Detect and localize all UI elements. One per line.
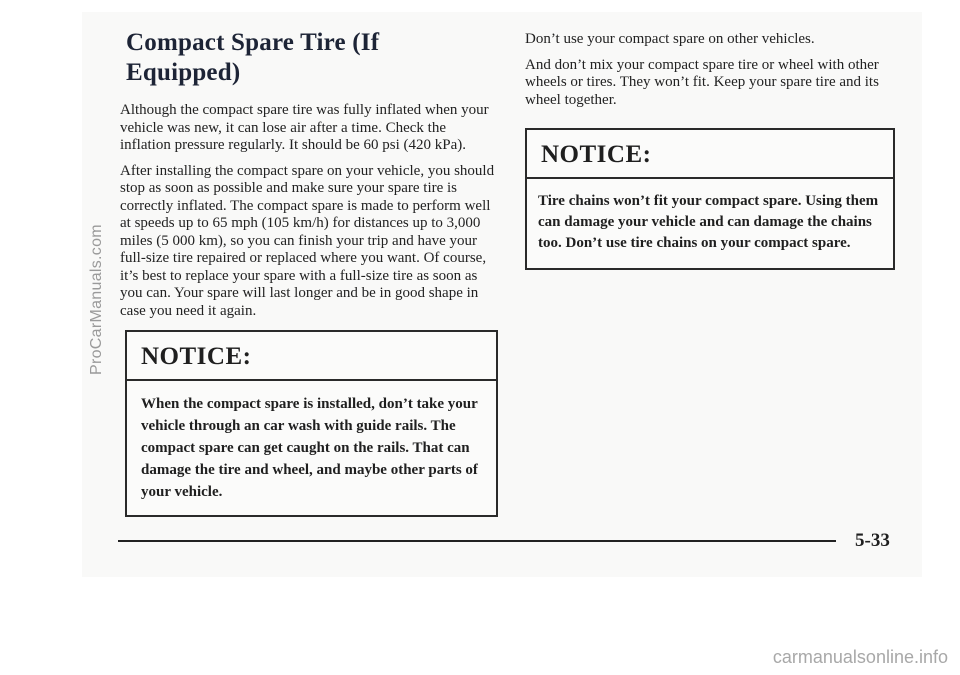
notice-title: NOTICE: (527, 130, 893, 179)
page-number: 5-33 (855, 530, 890, 551)
paragraph-mixing: And don’t mix your compact spare tire or wheel with other wheels or tires. They won’t fit. Keep your spare tire and its wheel together. (525, 56, 879, 108)
notice-body: Tire chains won’t fit your compact spare. Using them can damage your vehicle and can damage the chains too. Don’t use tire chains on your compact spare. (538, 193, 879, 251)
right-column (525, 31, 895, 117)
notice-box-car-wash (125, 330, 498, 517)
paragraph-usage: After installing the compact spare on your vehicle, you should stop as soon as possible and make sure your spare tire is correctly inflated. The compact spare is made to perform well at speeds up to 65 mph (105 km/h) for distances up to 3,000 miles (5 000 km), so you can finish your trip and have your full-size tire repaired or replaced where you want. Of course, it’s best to replace your spare with a full-size tire as soon as you can. Your spare will last longer and be in good shape in case you need it again. (120, 162, 495, 319)
notice-body: When the compact spare is installed, don’t take your vehicle through an car wash with guide rails. The compact spare can get caught on the rails. That can damage the tire and wheel, and maybe other parts of your vehicle. (141, 396, 478, 500)
paragraph-inflation: Although the compact spare tire was fully inflated when your vehicle was new, it can lose air after a time. Check the inflation pressure regularly. It should be 60 psi (420 kPa). (120, 102, 489, 153)
bottom-watermark: carmanualsonline.info (772, 647, 948, 667)
footer-rule (118, 540, 836, 542)
paragraph-other-vehicles: Don’t use your compact spare on other vehicles. (525, 31, 815, 47)
notice-title: NOTICE: (127, 332, 496, 381)
notice-box-tire-chains (525, 128, 895, 270)
side-watermark: ProCarManuals.com (88, 224, 105, 375)
section-heading: Compact Spare Tire (If Equipped) (126, 29, 380, 86)
left-column (118, 28, 498, 328)
